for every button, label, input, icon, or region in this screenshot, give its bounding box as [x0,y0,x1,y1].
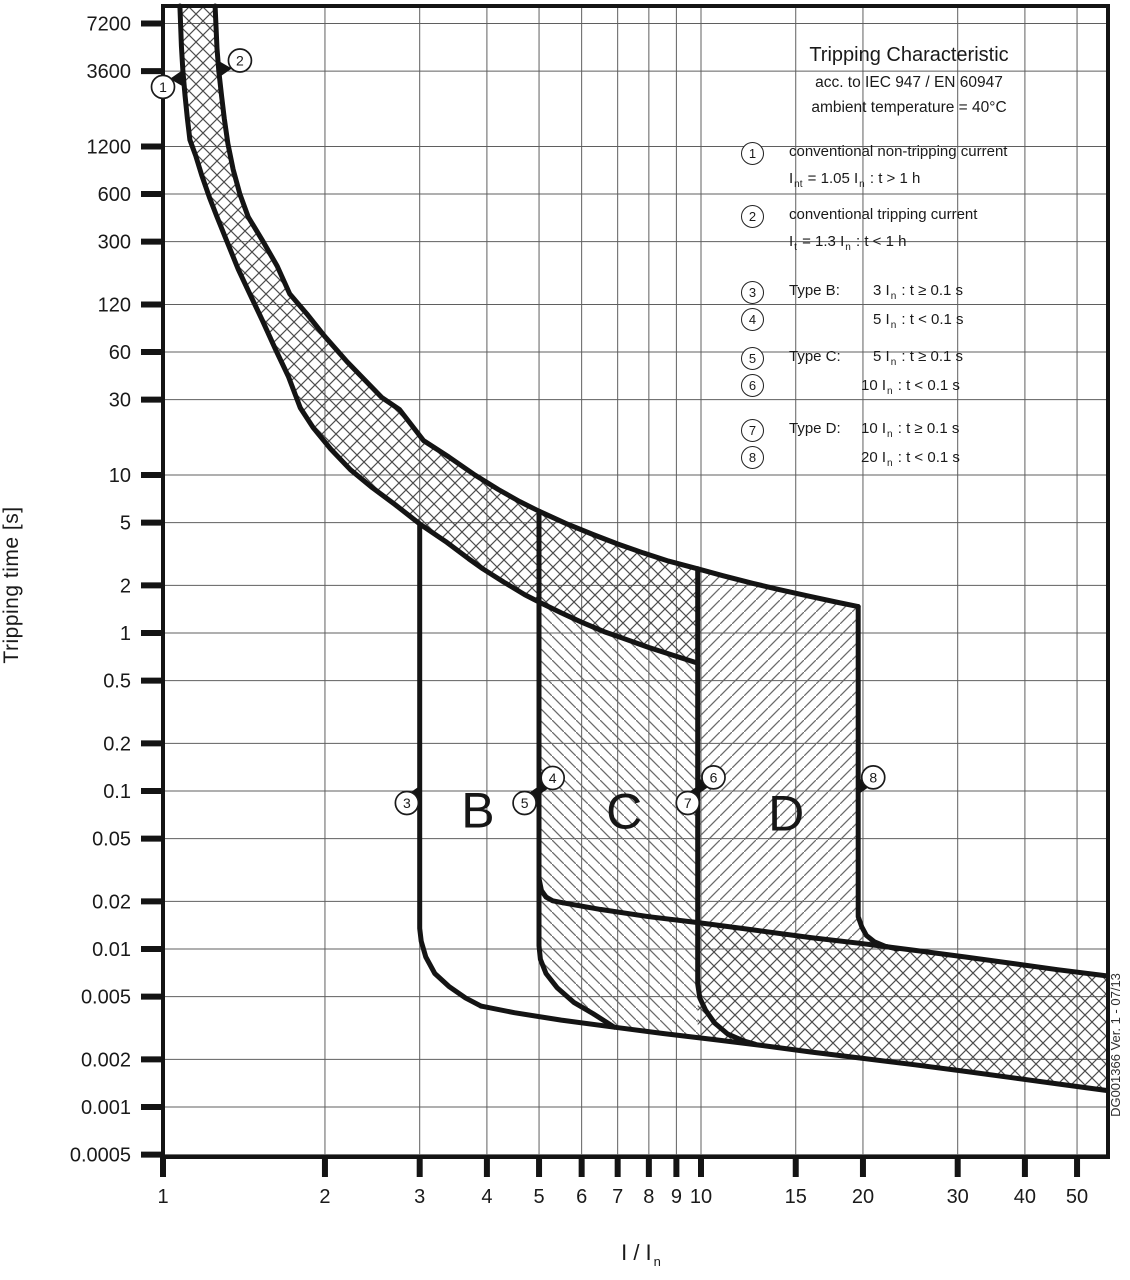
y-tick-label: 300 [97,231,131,254]
x-axis-title [576,1240,706,1269]
marker-number-6: 6 [709,769,718,786]
marker-number-2: 2 [236,52,244,69]
legend-badge-5: 5 [741,347,764,370]
legend-badge-4: 4 [741,308,764,331]
region-thermal-tripping-band [180,6,698,663]
legend-text-segment: 5 I [873,311,890,328]
x-tick-label: 3 [414,1186,426,1208]
legend-text-segment: 20 I [861,449,887,466]
y-tick-label: 0.001 [80,1097,131,1119]
y-tick-label: 7200 [86,13,131,36]
x-tick-label: 7 [612,1186,624,1208]
x-tick-label: 6 [576,1186,588,1208]
legend-entry [733,141,1085,191]
legend-entry [733,280,1085,332]
x-tick-label: 15 [784,1186,807,1208]
x-tick-label: 8 [643,1186,655,1208]
marker-number-8: 8 [869,769,878,786]
legend-type-line [789,280,1085,303]
legend-subscript: n [890,357,897,368]
y-tick-label: 5 [119,512,131,535]
x-tick-label: 10 [689,1186,713,1208]
marker-number-5: 5 [520,794,529,811]
y-tick-label: 0.5 [103,670,131,693]
legend-ambient: ambient temperature = 40°C [811,99,1007,116]
legend-badge-3: 3 [741,281,764,304]
legend-entry [733,418,1085,470]
y-tick-label: 10 [108,465,131,487]
y-tick-label: 2 [119,575,131,598]
legend-entry-formula [789,231,1085,254]
marker-number-7: 7 [683,794,692,811]
x-tick-label: 5 [533,1186,545,1208]
legend-subscript: n [890,320,897,331]
legend-title: Tripping Characteristic [809,44,1009,66]
legend-type-label: Type D: [789,420,841,437]
y-axis-title: Tripping time [s] [0,506,23,664]
legend-subscript: n [887,429,893,440]
legend-subscript: n [890,291,897,302]
legend-text-segment: 3 I [873,282,890,299]
marker-number-3: 3 [402,794,411,811]
legend-subscript: n [887,386,893,397]
legend-subscript: n [845,242,851,253]
y-tick-label: 0.01 [92,939,131,961]
x-tick-label: 40 [1013,1186,1037,1208]
legend-type-condition [861,311,964,331]
legend-text-segment: = 1.05 I [803,170,859,187]
legend-type-condition [861,449,960,469]
legend-type-line [861,309,1085,332]
legend-badge-1: 1 [741,142,764,165]
legend-text-segment: : t < 0.1 s [893,449,960,466]
x-tick-label: 20 [851,1186,875,1208]
marker-number-1: 1 [159,78,167,95]
x-tick-label: 9 [670,1186,682,1208]
legend-text-segment: 5 I [873,348,890,365]
region-label-b: B [461,782,495,839]
legend-type-condition [861,348,964,368]
legend-type-label: Type C: [789,348,841,365]
legend-badge-8: 8 [741,446,764,469]
x-axis-title-subscript: n [653,1254,661,1269]
legend-badge-6: 6 [741,374,764,397]
legend-text-segment: : t > 1 h [865,170,921,187]
y-tick-label: 0.0005 [69,1144,131,1167]
legend-text-segment: : t < 0.1 s [897,311,964,328]
legend-subscript: nt [794,179,803,190]
legend-badge-2: 2 [741,205,764,228]
legend-entry-label: conventional non-tripping current [789,143,1008,160]
legend-text-segment: : t ≥ 0.1 s [897,282,964,299]
legend-panel [733,40,1085,490]
legend-type-line [861,447,1085,470]
legend-text-segment: 10 I [861,420,887,437]
legend-text-segment: I [789,170,794,187]
y-tick-label: 0.005 [80,986,131,1009]
y-tick-label: 0.05 [92,828,131,851]
y-tick-label: 60 [108,342,131,365]
y-tick-label: 1200 [86,136,131,159]
legend-subscript: t [794,242,797,253]
x-tick-label: 50 [1065,1186,1089,1208]
legend-type-line [861,375,1085,398]
y-tick-label: 3600 [86,61,131,84]
legend-type-line [789,418,1085,441]
legend-text-segment: : t ≥ 0.1 s [897,348,964,365]
legend-entry [733,204,1085,254]
y-tick-label: 1 [119,623,131,645]
x-tick-label: 1 [157,1186,169,1208]
legend-type-line [789,346,1085,369]
region-type-d-zone [698,569,898,949]
legend-entry [733,346,1085,398]
marker-number-4: 4 [548,769,557,786]
y-tick-label: 0.1 [103,781,131,803]
x-tick-label: 4 [481,1186,493,1208]
legend-entry-label: conventional tripping current [789,206,978,223]
y-tick-label: 600 [97,184,131,207]
legend-subscript: n [887,458,893,469]
x-axis-title-main: I / I [621,1240,652,1265]
legend-text-segment: : t < 1 h [851,233,907,250]
legend-badge-7: 7 [741,419,764,442]
legend-subscript: n [859,179,865,190]
legend-standard: acc. to IEC 947 / EN 60947 [815,74,1003,91]
series-type-b-min-instant-3In [420,524,481,1006]
y-tick-label: 120 [97,294,131,317]
x-tick-label: 30 [946,1186,969,1208]
y-tick-label: 0.2 [103,733,131,756]
legend-text-segment: : t < 0.1 s [893,377,960,394]
y-tick-label: 0.002 [80,1049,131,1072]
legend-type-condition [861,420,960,440]
legend-text-segment: : t ≥ 0.1 s [893,420,960,437]
legend-type-condition [861,282,964,302]
region-label-d: D [768,785,805,842]
y-tick-label: 0.02 [92,891,131,914]
document-reference: DG001366 Ver. 1 - 07/13 [1108,973,1123,1117]
legend-entry-formula [789,168,1085,191]
legend-type-condition [861,377,960,397]
legend-text-segment: I [789,233,794,250]
y-tick-label: 30 [108,389,131,412]
legend-text-segment: 10 I [861,377,887,394]
legend-type-label: Type B: [789,282,840,299]
x-tick-label: 2 [319,1186,331,1208]
region-label-c: C [606,783,643,840]
legend-text-segment: = 1.3 I [797,233,845,250]
